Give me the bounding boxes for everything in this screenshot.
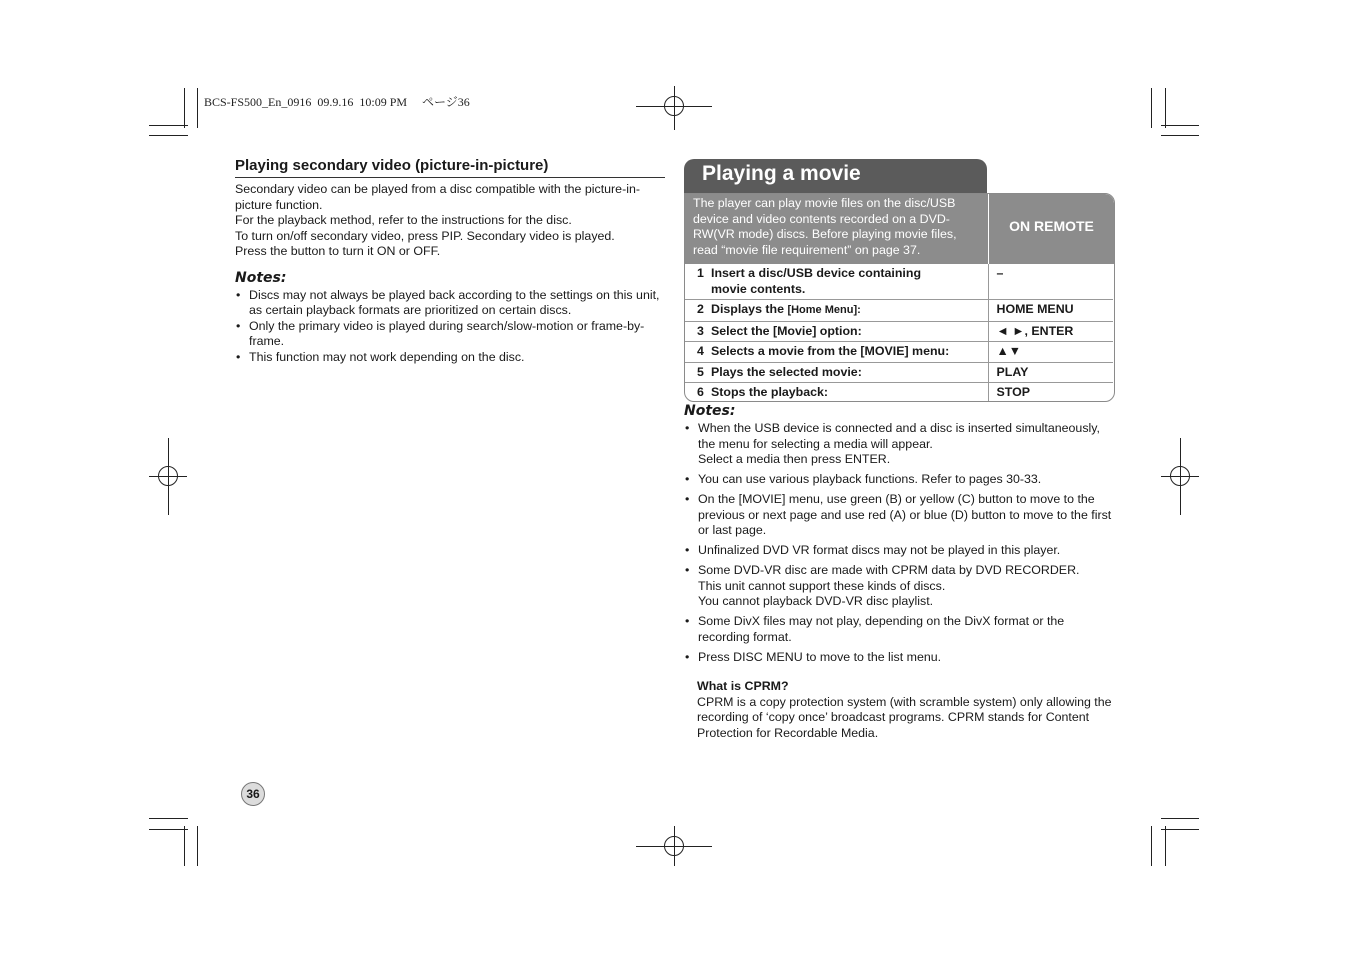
cprm-title: What is CPRM? bbox=[697, 679, 789, 693]
section-title-tab: Playing a movie bbox=[684, 159, 987, 195]
step-number: 3 bbox=[697, 323, 704, 338]
left-column bbox=[235, 157, 665, 365]
step-text-small: [Home Menu]: bbox=[787, 304, 861, 316]
crop-mark bbox=[1165, 88, 1166, 128]
note-item: • Only the primary video is played during search/slow-motion or frame-by-frame. bbox=[235, 319, 665, 350]
cprm-box bbox=[697, 679, 1116, 741]
on-remote-header: ON REMOTE bbox=[988, 194, 1114, 264]
remote-cell: ◄ ►, ENTER bbox=[988, 321, 1113, 342]
step-text: Displays the bbox=[711, 302, 788, 316]
step-cell bbox=[685, 264, 988, 300]
note-item bbox=[684, 472, 1116, 488]
note-item bbox=[684, 543, 1116, 559]
note-item bbox=[684, 650, 1116, 666]
notes-title: Notes: bbox=[235, 269, 287, 286]
section-body bbox=[235, 182, 665, 260]
page-number-badge: 36 bbox=[241, 782, 265, 806]
note-item bbox=[684, 492, 1116, 539]
step-text: Insert a disc/USB device containing bbox=[711, 266, 922, 280]
crop-mark bbox=[184, 88, 185, 128]
paragraph: Press the button to turn it ON or OFF. bbox=[235, 244, 441, 258]
table-row bbox=[685, 342, 1113, 363]
note-text: This unit cannot support these kinds of discs. bbox=[698, 578, 946, 593]
remote-cell: PLAY bbox=[988, 362, 1113, 383]
note-text: You cannot playback DVD-VR disc playlist. bbox=[698, 594, 934, 608]
right-notes bbox=[684, 403, 1116, 741]
notes-list bbox=[684, 421, 1116, 665]
table-row bbox=[685, 383, 1113, 403]
step-text: Stops the playback: bbox=[711, 385, 829, 399]
step-number: 6 bbox=[697, 385, 704, 399]
step-cell bbox=[685, 362, 988, 383]
crop-mark bbox=[1151, 88, 1152, 128]
cprm-text: CPRM is a copy protection system (with scramble system) only allowing the recording of ‘copy once’ broadcast programs. CPRM stands for Content Protection for Recordable Media. bbox=[697, 694, 1112, 740]
step-text: Plays the selected movie: bbox=[711, 364, 862, 379]
print-header: BCS-FS500_En_0916 09.9.16 10:09 PM ページ36 bbox=[204, 95, 470, 109]
notes-list bbox=[235, 288, 665, 366]
step-number: 2 bbox=[697, 302, 704, 316]
crop-mark bbox=[197, 826, 198, 866]
step-cell bbox=[685, 383, 988, 403]
step-cell bbox=[685, 300, 988, 322]
table-row bbox=[685, 264, 1113, 300]
step-text: Selects a movie from the [MOVIE] menu: bbox=[711, 344, 950, 358]
crop-mark bbox=[1161, 818, 1199, 819]
section-title: Playing secondary video (picture-in-picture) bbox=[235, 157, 665, 178]
crop-mark bbox=[1161, 135, 1199, 136]
registration-circle bbox=[664, 96, 684, 116]
crop-mark bbox=[149, 135, 188, 136]
note-text: Unfinalized DVD VR format discs may not be played in this player. bbox=[698, 543, 1061, 557]
crop-mark bbox=[149, 818, 188, 819]
card-header bbox=[685, 194, 1114, 264]
remote-cell: – bbox=[988, 264, 1113, 300]
note-text: When the USB device is connected and a disc is inserted simultaneously, the menu for selecting a media will appear. bbox=[698, 421, 1100, 451]
note-item bbox=[684, 614, 1116, 645]
note-item bbox=[684, 421, 1116, 468]
step-text: movie contents. bbox=[711, 281, 806, 296]
table-row bbox=[685, 321, 1113, 342]
crop-mark bbox=[1161, 829, 1199, 830]
paragraph: To turn on/off secondary video, press PIP. Secondary video is played. bbox=[235, 228, 615, 243]
step-text: Select the [Movie] option: bbox=[711, 323, 862, 338]
note-text: Some DVD-VR disc are made with CPRM data by DVD RECORDER. bbox=[698, 563, 1080, 577]
step-number: 1 bbox=[697, 266, 704, 280]
registration-circle bbox=[158, 466, 178, 486]
registration-circle bbox=[664, 836, 684, 856]
remote-cell: STOP bbox=[996, 385, 1031, 399]
note-text: Select a media then press ENTER. bbox=[698, 452, 891, 466]
crop-mark bbox=[184, 826, 185, 866]
remote-cell: ▲▼ bbox=[988, 342, 1113, 363]
paragraph: For the playback method, refer to the instructions for the disc. bbox=[235, 213, 572, 227]
steps-table bbox=[685, 264, 1113, 402]
note-text: On the [MOVIE] menu, use green (B) or yellow (C) button to move to the previous or next page and use red (A) or blue (D) button to move to the first or last page. bbox=[698, 492, 1112, 537]
intro-text: The player can play movie files on the disc/USB device and video contents recorded on a DVD-RW(VR mode) discs. Before playing movie files, read “movie file requirement” on page 37. bbox=[685, 194, 988, 264]
note-text: You can use various playback functions. Refer to pages 30-33. bbox=[698, 472, 1042, 486]
note-item: • Discs may not always be played back according to the settings on this unit, as certain playback formats are prioritized on certain discs. bbox=[235, 288, 665, 319]
notes-title: Notes: bbox=[684, 403, 736, 419]
step-number: 5 bbox=[697, 364, 704, 379]
crop-mark bbox=[149, 829, 188, 830]
crop-mark bbox=[197, 88, 198, 128]
crop-mark bbox=[149, 125, 188, 126]
crop-mark bbox=[1161, 125, 1199, 126]
table-row bbox=[685, 362, 1113, 383]
crop-mark bbox=[1151, 826, 1152, 866]
registration-circle bbox=[1170, 466, 1190, 486]
step-number: 4 bbox=[697, 344, 704, 358]
note-item: • This function may not work depending on the disc. bbox=[235, 350, 665, 366]
note-item bbox=[684, 563, 1116, 610]
step-cell bbox=[685, 321, 988, 342]
steps-card bbox=[684, 193, 1115, 402]
step-cell bbox=[685, 342, 988, 363]
note-text: Some DivX files may not play, depending on the DivX format or the recording format. bbox=[698, 614, 1065, 644]
table-row bbox=[685, 300, 1113, 322]
note-text: Press DISC MENU to move to the list menu. bbox=[698, 649, 942, 664]
crop-mark bbox=[1165, 826, 1166, 866]
paragraph: Secondary video can be played from a disc compatible with the picture-in-picture function. bbox=[235, 182, 640, 212]
remote-cell: HOME MENU bbox=[988, 300, 1113, 322]
